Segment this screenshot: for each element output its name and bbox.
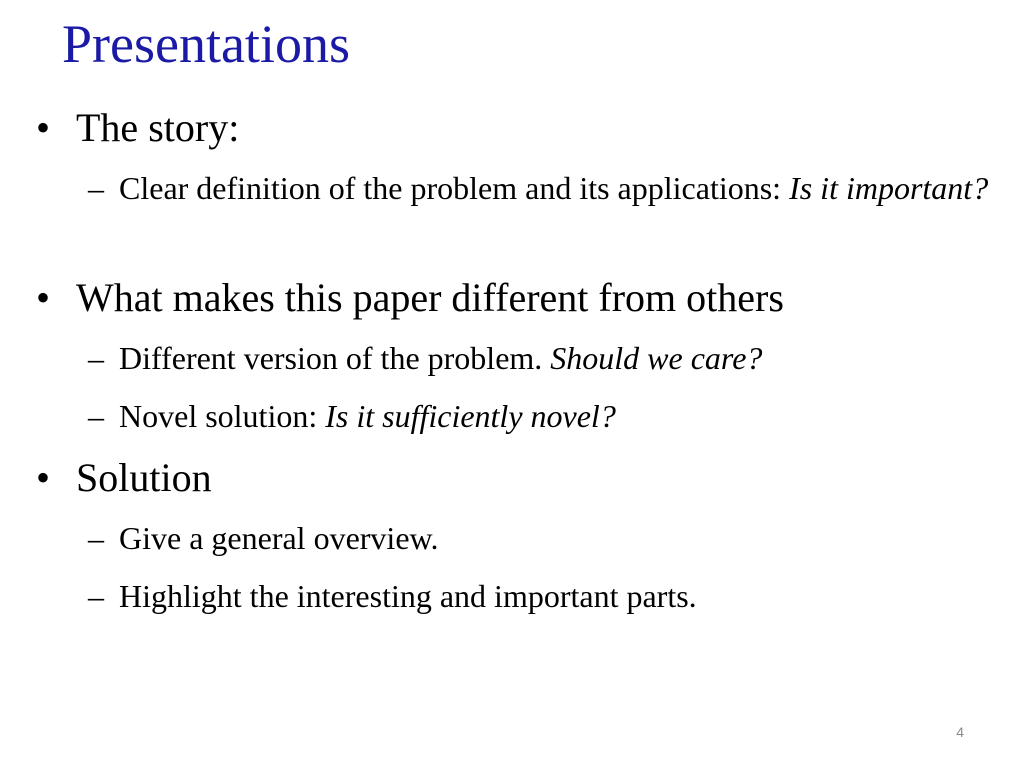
bullet-marker: • xyxy=(36,275,51,320)
bullet-marker: • xyxy=(36,105,51,150)
sub-bullet-marker: – xyxy=(88,340,104,376)
sub-bullet-text xyxy=(119,334,999,382)
sub-bullet-marker: – xyxy=(88,578,104,614)
bullet-text: What makes this paper different from others xyxy=(76,275,784,320)
sub-bullet-emphasis: Is it important? xyxy=(789,170,989,206)
slide-title: Presentations xyxy=(62,14,350,74)
bullet-text: Solution xyxy=(76,455,212,500)
sub-bullet-emphasis: Should we care? xyxy=(550,340,763,376)
sub-bullet-marker: – xyxy=(88,520,104,556)
sub-bullet-emphasis: Is it sufficiently novel? xyxy=(325,398,616,434)
page-number: 4 xyxy=(956,724,964,740)
sub-bullet-text xyxy=(119,572,999,620)
sub-bullet-text xyxy=(119,514,999,562)
bullet-text: The story: xyxy=(76,105,240,150)
bullet-marker: • xyxy=(36,455,51,500)
sub-bullet-plain-text: Clear definition of the problem and its applications: xyxy=(119,170,790,206)
sub-bullet-plain-text: Novel solution: xyxy=(119,398,326,434)
sub-bullet-text xyxy=(119,392,999,440)
sub-bullet-marker: – xyxy=(88,398,104,434)
sub-bullet-plain-text: Highlight the interesting and important parts. xyxy=(119,578,697,614)
sub-bullet-plain-text: Different version of the problem. xyxy=(119,340,551,376)
sub-bullet-marker: – xyxy=(88,170,104,206)
sub-bullet-text xyxy=(119,164,999,212)
sub-bullet-plain-text: Give a general overview. xyxy=(119,520,439,556)
